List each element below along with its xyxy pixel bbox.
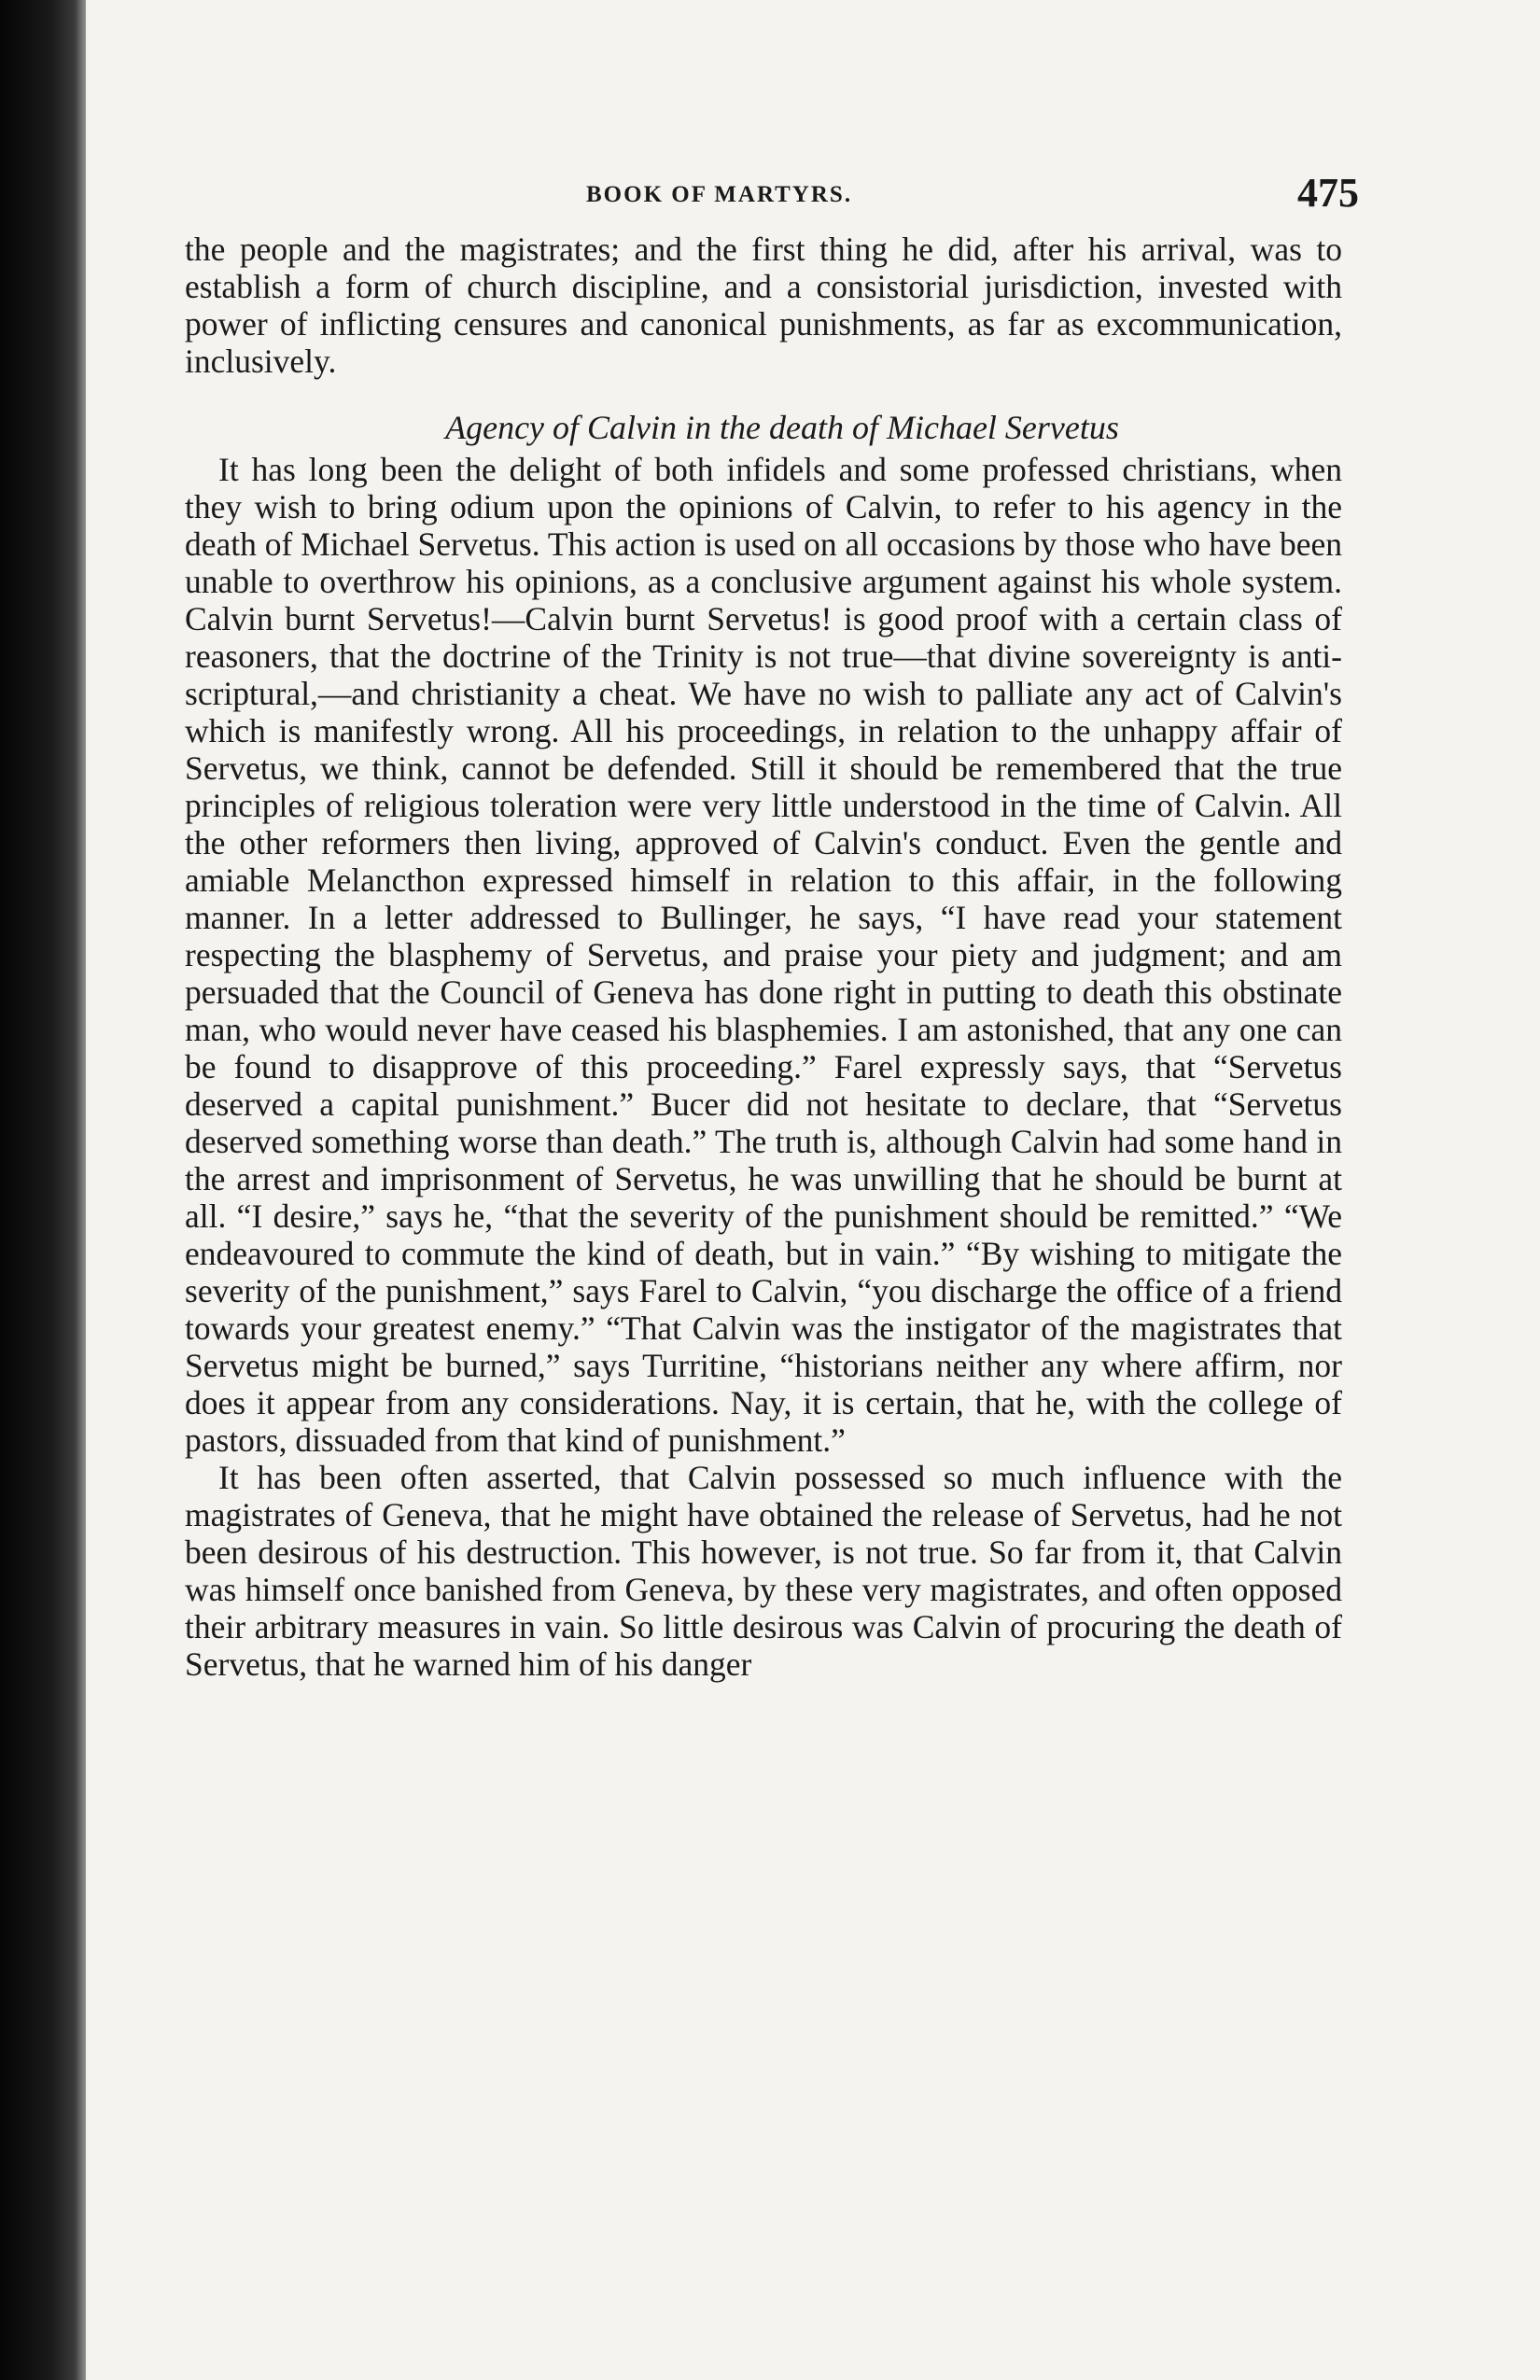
paragraph-servetus: It has long been the delight of both infidels and some professed christians, when they wish to bring odium upon the opinions of Calvin, to refer to his agency in the death of Michael Servetus. This action is used on all occasions by those who have been unable to overthrow his opinions, as a conclusive argument against his whole system. Calvin burnt Servetus!—Calvin burnt Servetus! is good proof with a certain class of reasoners, that the doctrine of the Trinity is not true—that divine sovereignty is anti-scriptural,—and christianity a cheat. We have no wish to palliate any act of Calvin's which is manifestly wrong. All his proceedings, in relation to the unhappy affair of Servetus, we think, cannot be defended. Still it should be remembered that the true principles of religious toleration were very little understood in the time of Calvin. All the other reformers then living, approved of Calvin's conduct. Even the gentle and amiable Melancthon expressed himself in relation to this affair, in the following manner. In a letter addressed to Bullinger, he says, “I have read your statement respecting the blasphemy of Servetus, and praise your piety and judgment; and am persuaded that the Council of Geneva has done right in putting to death this obstinate man, who would never have ceased his blasphemies. I am astonished, that any one can be found to disapprove of this proceeding.” Farel expressly says, that “Servetus deserved a capital punishment.” Bucer did not hesitate to declare, that “Servetus deserved something worse than death.” The truth is, although Calvin had some hand in the arrest and imprisonment of Servetus, he was unwilling that he should be burnt at all. “I desire,” says he, “that the severity of the punishment should be remitted.” “We endeavoured to commute the kind of death, but in vain.” “By wishing to mitigate the severity of the punishment,” says Farel to Calvin, “you discharge the office of a friend towards your greatest enemy.” “That Calvin was the instigator of the magistrates that Servetus might be burned,” says Turritine, “historians neither any where affirm, nor does it appear from any considerations. Nay, it is certain, that he, with the college of pastors, dissuaded from that kind of punishment.” <box>185 451 1342 1459</box>
page-bottom-margin <box>86 1979 1540 2380</box>
running-head <box>185 170 1359 231</box>
book-page <box>86 0 1540 2380</box>
scan-edge-left <box>0 0 93 2380</box>
section-heading: Agency of Calvin in the death of Michael Servetus <box>445 409 1119 446</box>
continuation-paragraph: the people and the magistrates; and the first thing he did, after his arrival, was to establish a form of church discipline, and a consistorial jurisdiction, invested with power of inflicting censures and canonical punishments, as far as excommunication, inclusively. <box>185 231 1342 380</box>
page-number: 475 <box>1297 170 1359 216</box>
paragraph-influence: It has been often asserted, that Calvin possessed so much influence with the magistrates of Geneva, that he might have obtained the release of Servetus, had he not been desirous of his destruction. This however, is not true. So far from it, that Calvin was himself once banished from Geneva, by these very magistrates, and often opposed their arbitrary measures in vain. So little desirous was Calvin of procuring the death of Servetus, that he warned him of his danger <box>185 1459 1342 1683</box>
running-title: BOOK OF MARTYRS. <box>586 182 853 207</box>
text-block <box>185 170 1359 1683</box>
